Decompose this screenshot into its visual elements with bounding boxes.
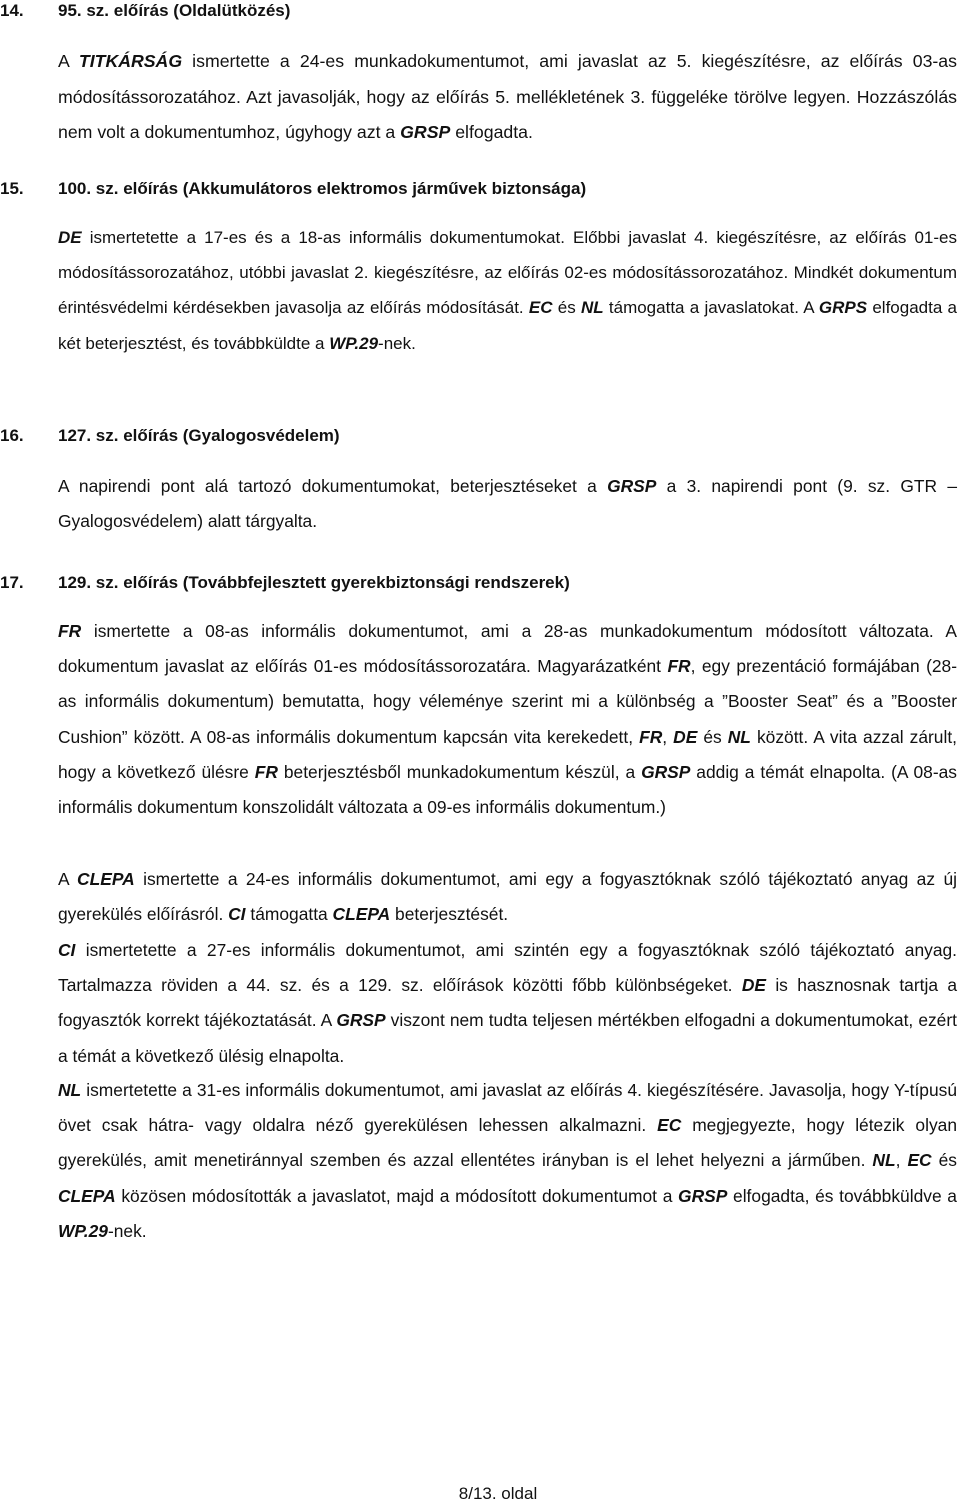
text-run: közösen módosították a javaslatot, majd a módosított dokumentumot a — [115, 1185, 679, 1206]
text-run: ismertetette a 17-es és a 18-as informális dokumentumokat. Előbbi javaslat 4. kiegészítésre, az előírás 01-es módosítássorozatához, utóbbi javaslat 2. kiegészítésre, az előírás 02-es módosítássorozatához. Mindkét dokumentum érintésvédelmi kérdésekben javasolja az előírás módosítását. — [58, 228, 957, 318]
emphasized-term: GRSP — [641, 761, 691, 782]
emphasized-term: GRSP — [678, 1185, 728, 1206]
emphasized-term: CLEPA — [77, 869, 135, 889]
section-heading-17 — [0, 573, 570, 593]
section-paragraph — [58, 469, 957, 539]
emphasized-term: NL — [580, 298, 604, 318]
text-run: elfogadta, és továbbküldve a — [727, 1185, 957, 1206]
emphasized-term: EC — [528, 298, 553, 318]
emphasized-term: DE — [58, 228, 82, 247]
emphasized-term: NL — [58, 1080, 82, 1100]
emphasized-term: FR — [639, 726, 663, 747]
emphasized-term: EC — [907, 1150, 932, 1171]
text-run: elfogadta. — [450, 122, 533, 142]
text-run: A — [58, 51, 79, 71]
text-run: a 3. napirendi pont (9. sz. GTR – Gyalogosvédelem) alatt tárgyalta. — [58, 476, 957, 532]
section-paragraph — [58, 220, 957, 361]
section-number: 15. — [0, 179, 24, 198]
text-run: is hasznosnak tartja a fogyasztók korrekt tájékoztatását. A — [58, 975, 957, 1031]
text-run: A — [58, 869, 78, 889]
emphasized-term: WP.29 — [58, 1220, 108, 1241]
emphasized-term: DE — [741, 975, 766, 996]
emphasized-term: FR — [254, 761, 278, 782]
text-run: A napirendi pont alá tartozó dokumentumokat, beterjesztéseket a — [58, 476, 608, 496]
emphasized-term: GRSP — [336, 1010, 386, 1031]
section-number: 17. — [0, 573, 24, 592]
section-paragraph — [58, 44, 957, 151]
text-run: , egy prezentáció formájában (28-as informális dokumentum) bemutatta, hogy véleménye szerint mi a különbség a ”Booster Seat” és a ”Booster Cushion” között. A 08-as informális dokumentum kapcsán vita kerekedett, — [58, 656, 957, 747]
text-run: ismertetette a 31-es informális dokumentumot, ami javaslat az előírás 4. kiegészítésére. Javasolja, hogy Y-típusú övet csak hátra- vagy oldalra néző gyerekülésen lehessen alkalmazni. — [58, 1080, 957, 1136]
emphasized-term: GRSP — [607, 476, 657, 496]
section-paragraph — [58, 1073, 957, 1249]
text-run: addig a témát elnapolta. (A 08-as informális dokumentum konszolidált változata a 09-es informális dokumentum.) — [58, 761, 957, 818]
section-heading-16 — [0, 426, 340, 446]
emphasized-term: CI — [58, 940, 76, 960]
emphasized-term: EC — [657, 1115, 682, 1136]
section-paragraph — [58, 862, 957, 932]
emphasized-term: CLEPA — [58, 1185, 116, 1206]
section-title: 127. sz. előírás (Gyalogosvédelem) — [58, 426, 340, 445]
section-paragraph — [58, 933, 957, 1074]
emphasized-term: GRSP — [400, 122, 451, 142]
section-title: 100. sz. előírás (Akkumulátoros elektromos járművek biztonsága) — [58, 179, 587, 198]
section-number: 16. — [0, 426, 24, 445]
text-run: támogatta a javaslatokat. A — [603, 298, 819, 318]
text-run: -nek. — [378, 333, 416, 353]
section-title: 95. sz. előírás (Oldalütközés) — [58, 1, 291, 20]
text-run: megjegyezte, hogy létezik olyan gyerekülés, amit menetiránnyal szemben és azzal ellentétes irányban is el lehet helyezni a járműben. — [58, 1115, 957, 1171]
text-run: -nek. — [107, 1220, 147, 1241]
text-run: , — [662, 726, 674, 747]
section-number: 14. — [0, 1, 24, 20]
page-number: 8/13. oldal — [458, 1484, 538, 1503]
text-run: ismertette a 24-es informális dokumentumot, ami egy a fogyasztóknak szóló tájékoztató anyag az új gyerekülés előírásról. — [58, 869, 957, 925]
text-run: támogatta — [245, 904, 333, 925]
section-paragraph — [58, 614, 957, 825]
text-run: ismertetette a 27-es informális dokumentumot, ami szintén egy a fogyasztóknak szóló tájékoztató anyag. Tartalmazza röviden a 44. sz. és a 129. sz. előírások közötti főbb különbségeket. — [58, 940, 957, 996]
emphasized-term: DE — [673, 726, 698, 747]
emphasized-term: GRPS — [818, 298, 868, 318]
section-title: 129. sz. előírás (Továbbfejlesztett gyerekbiztonsági rendszerek) — [58, 573, 570, 592]
text-run: ismertette a 24-es munkadokumentumot, ami javaslat az 5. kiegészítésre, az előírás 03-as módosítássorozatához. Azt javasolják, hogy az előírás 5. mellékletének 3. függeléke törölve legyen. Hozzászólás nem volt a dokumentumhoz, úgyhogy azt a — [58, 51, 957, 142]
text-run: és — [552, 298, 581, 318]
text-run: elfogadta a két beterjesztést, és továbbküldte a — [58, 298, 957, 353]
text-run: és — [931, 1150, 957, 1171]
emphasized-term: FR — [667, 656, 691, 677]
text-run: , — [895, 1150, 908, 1171]
emphasized-term: FR — [58, 621, 82, 641]
section-heading-14 — [0, 1, 290, 21]
text-run: viszont nem tudta teljesen mértékben elfogadni a dokumentumokat, ezért a témát a következő ülésig elnapolta. — [58, 1010, 957, 1066]
text-run: és — [697, 726, 728, 747]
text-run: beterjesztésből munkadokumentum készül, a — [277, 761, 642, 782]
emphasized-term: CI — [228, 904, 246, 925]
emphasized-term: WP.29 — [329, 333, 379, 353]
emphasized-term: TITKÁRSÁG — [78, 51, 183, 71]
text-run: között. A vita azzal zárult, hogy a következő ülésre — [58, 726, 958, 782]
emphasized-term: CLEPA — [332, 904, 391, 925]
section-heading-15 — [0, 179, 586, 199]
emphasized-term: NL — [872, 1150, 896, 1171]
text-run: beterjesztését. — [390, 904, 509, 925]
text-run: ismertette a 08-as informális dokumentumot, ami a 28-as munkadokumentum módosított változata. A dokumentum javaslat az előírás 01-es módosítássorozatára. Magyarázatként — [58, 621, 957, 677]
emphasized-term: NL — [727, 726, 751, 747]
